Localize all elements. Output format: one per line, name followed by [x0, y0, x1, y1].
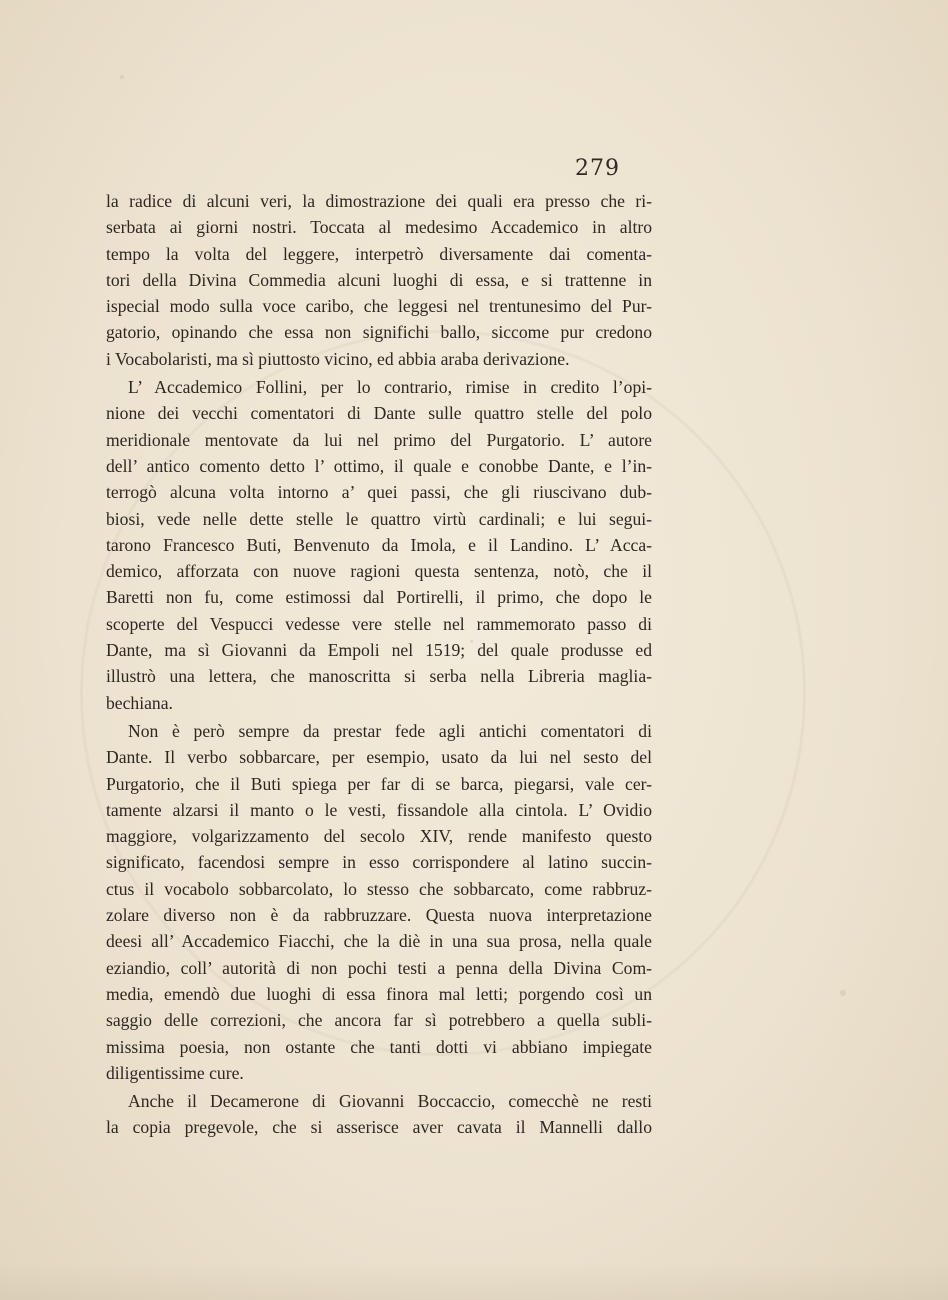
- text-line: maggiore, volgarizzamento del secolo XIV, rende manifesto questo: [106, 826, 652, 847]
- text-line: Non è però sempre da prestar fede agli antichi comentatori di: [128, 720, 652, 741]
- page-number: 279: [575, 156, 620, 181]
- text-line: Purgatorio, che il Buti spiega per far di se barca, piegarsi, vale cer-: [106, 773, 652, 794]
- text-line: dell’ antico comento detto l’ ottimo, il quale e conobbe Dante, e l’in-: [106, 455, 652, 476]
- text-line: scoperte del Vespucci vedesse vere stelle nel rammemorato passo di: [106, 613, 652, 634]
- text-line: eziandio, coll’ autorità di non pochi testi a penna della Divina Com-: [106, 957, 652, 978]
- text-line: bechiana.: [106, 692, 173, 713]
- text-line: L’ Accademico Follini, per lo contrario, rimise in credito l’opi-: [128, 377, 652, 398]
- text-line: illustrò una lettera, che manoscritta si serba nella Libreria maglia-: [106, 666, 652, 687]
- text-line: saggio delle correzioni, che ancora far sì potrebbero a quella subli-: [106, 1010, 652, 1031]
- text-line: ispecial modo sulla voce caribo, che leggesi nel trentunesimo del Pur-: [106, 296, 652, 317]
- page-bottom-shadow: [0, 1262, 948, 1300]
- text-line: biosi, vede nelle dette stelle le quattro virtù cardinali; e lui segui-: [106, 508, 652, 529]
- text-line: Anche il Decamerone di Giovanni Boccaccio, comecchè ne resti: [128, 1091, 652, 1112]
- text-line: zolare diverso non è da rabbruzzare. Questa nuova interpretazione: [106, 905, 652, 926]
- text-line: tamente alzarsi il manto o le vesti, fissandole alla cintola. L’ Ovidio: [106, 799, 652, 820]
- text-line: tarono Francesco Buti, Benvenuto da Imola, e il Landino. L’ Acca-: [106, 534, 652, 555]
- text-line: serbata ai giorni nostri. Toccata al medesimo Accademico in altro: [106, 217, 652, 238]
- body-text: [106, 188, 652, 1141]
- text-line: tempo la volta del leggere, interpetrò diversamente dai comenta-: [106, 243, 652, 264]
- text-line: ctus il vocabolo sobbarcolato, lo stesso che sobbarcato, come rabbruz-: [106, 878, 652, 899]
- text-line: tori della Divina Commedia alcuni luoghi di essa, e si trattenne in: [106, 269, 652, 290]
- text-line: i Vocabolaristi, ma sì piuttosto vicino, ed abbia araba derivazione.: [106, 348, 570, 369]
- text-line: diligentissime cure.: [106, 1062, 244, 1083]
- text-line: Dante. Il verbo sobbarcare, per esempio, usato da lui nel sesto del: [106, 747, 652, 768]
- foxing-spot: [840, 990, 846, 996]
- text-line: demico, afforzata con nuove ragioni questa sentenza, notò, che il: [106, 561, 652, 582]
- text-line: Baretti non fu, come estimossi dal Portirelli, il primo, che dopo le: [106, 587, 652, 608]
- text-line: missima poesia, non ostante che tanti dotti vi abbiano impiegate: [106, 1036, 652, 1057]
- text-line: gatorio, opinando che essa non significhi ballo, siccome pur credono: [106, 322, 652, 343]
- text-line: deesi all’ Accademico Fiacchi, che la diè in una sua prosa, nella quale: [106, 931, 652, 952]
- text-line: nione dei vecchi comentatori di Dante sulle quattro stelle del polo: [106, 403, 652, 424]
- text-line: terrogò alcuna volta intorno a’ quei passi, che gli riuscivano dub-: [106, 482, 652, 503]
- text-line: la radice di alcuni veri, la dimostrazione dei quali era presso che ri-: [106, 191, 652, 211]
- text-line: meridionale mentovate da lui nel primo del Purgatorio. L’ autore: [106, 429, 652, 450]
- foxing-spot: [120, 75, 124, 79]
- text-line: la copia pregevole, che si asserisce aver cavata il Mannelli dallo: [106, 1117, 652, 1138]
- text-line: media, emendò due luoghi di essa finora mal letti; porgendo così un: [106, 983, 652, 1004]
- text-line: Dante, ma sì Giovanni da Empoli nel 1519; del quale produsse ed: [106, 640, 652, 661]
- text-line: significato, facendosi sempre in esso corrispondere al latino succin-: [106, 852, 652, 873]
